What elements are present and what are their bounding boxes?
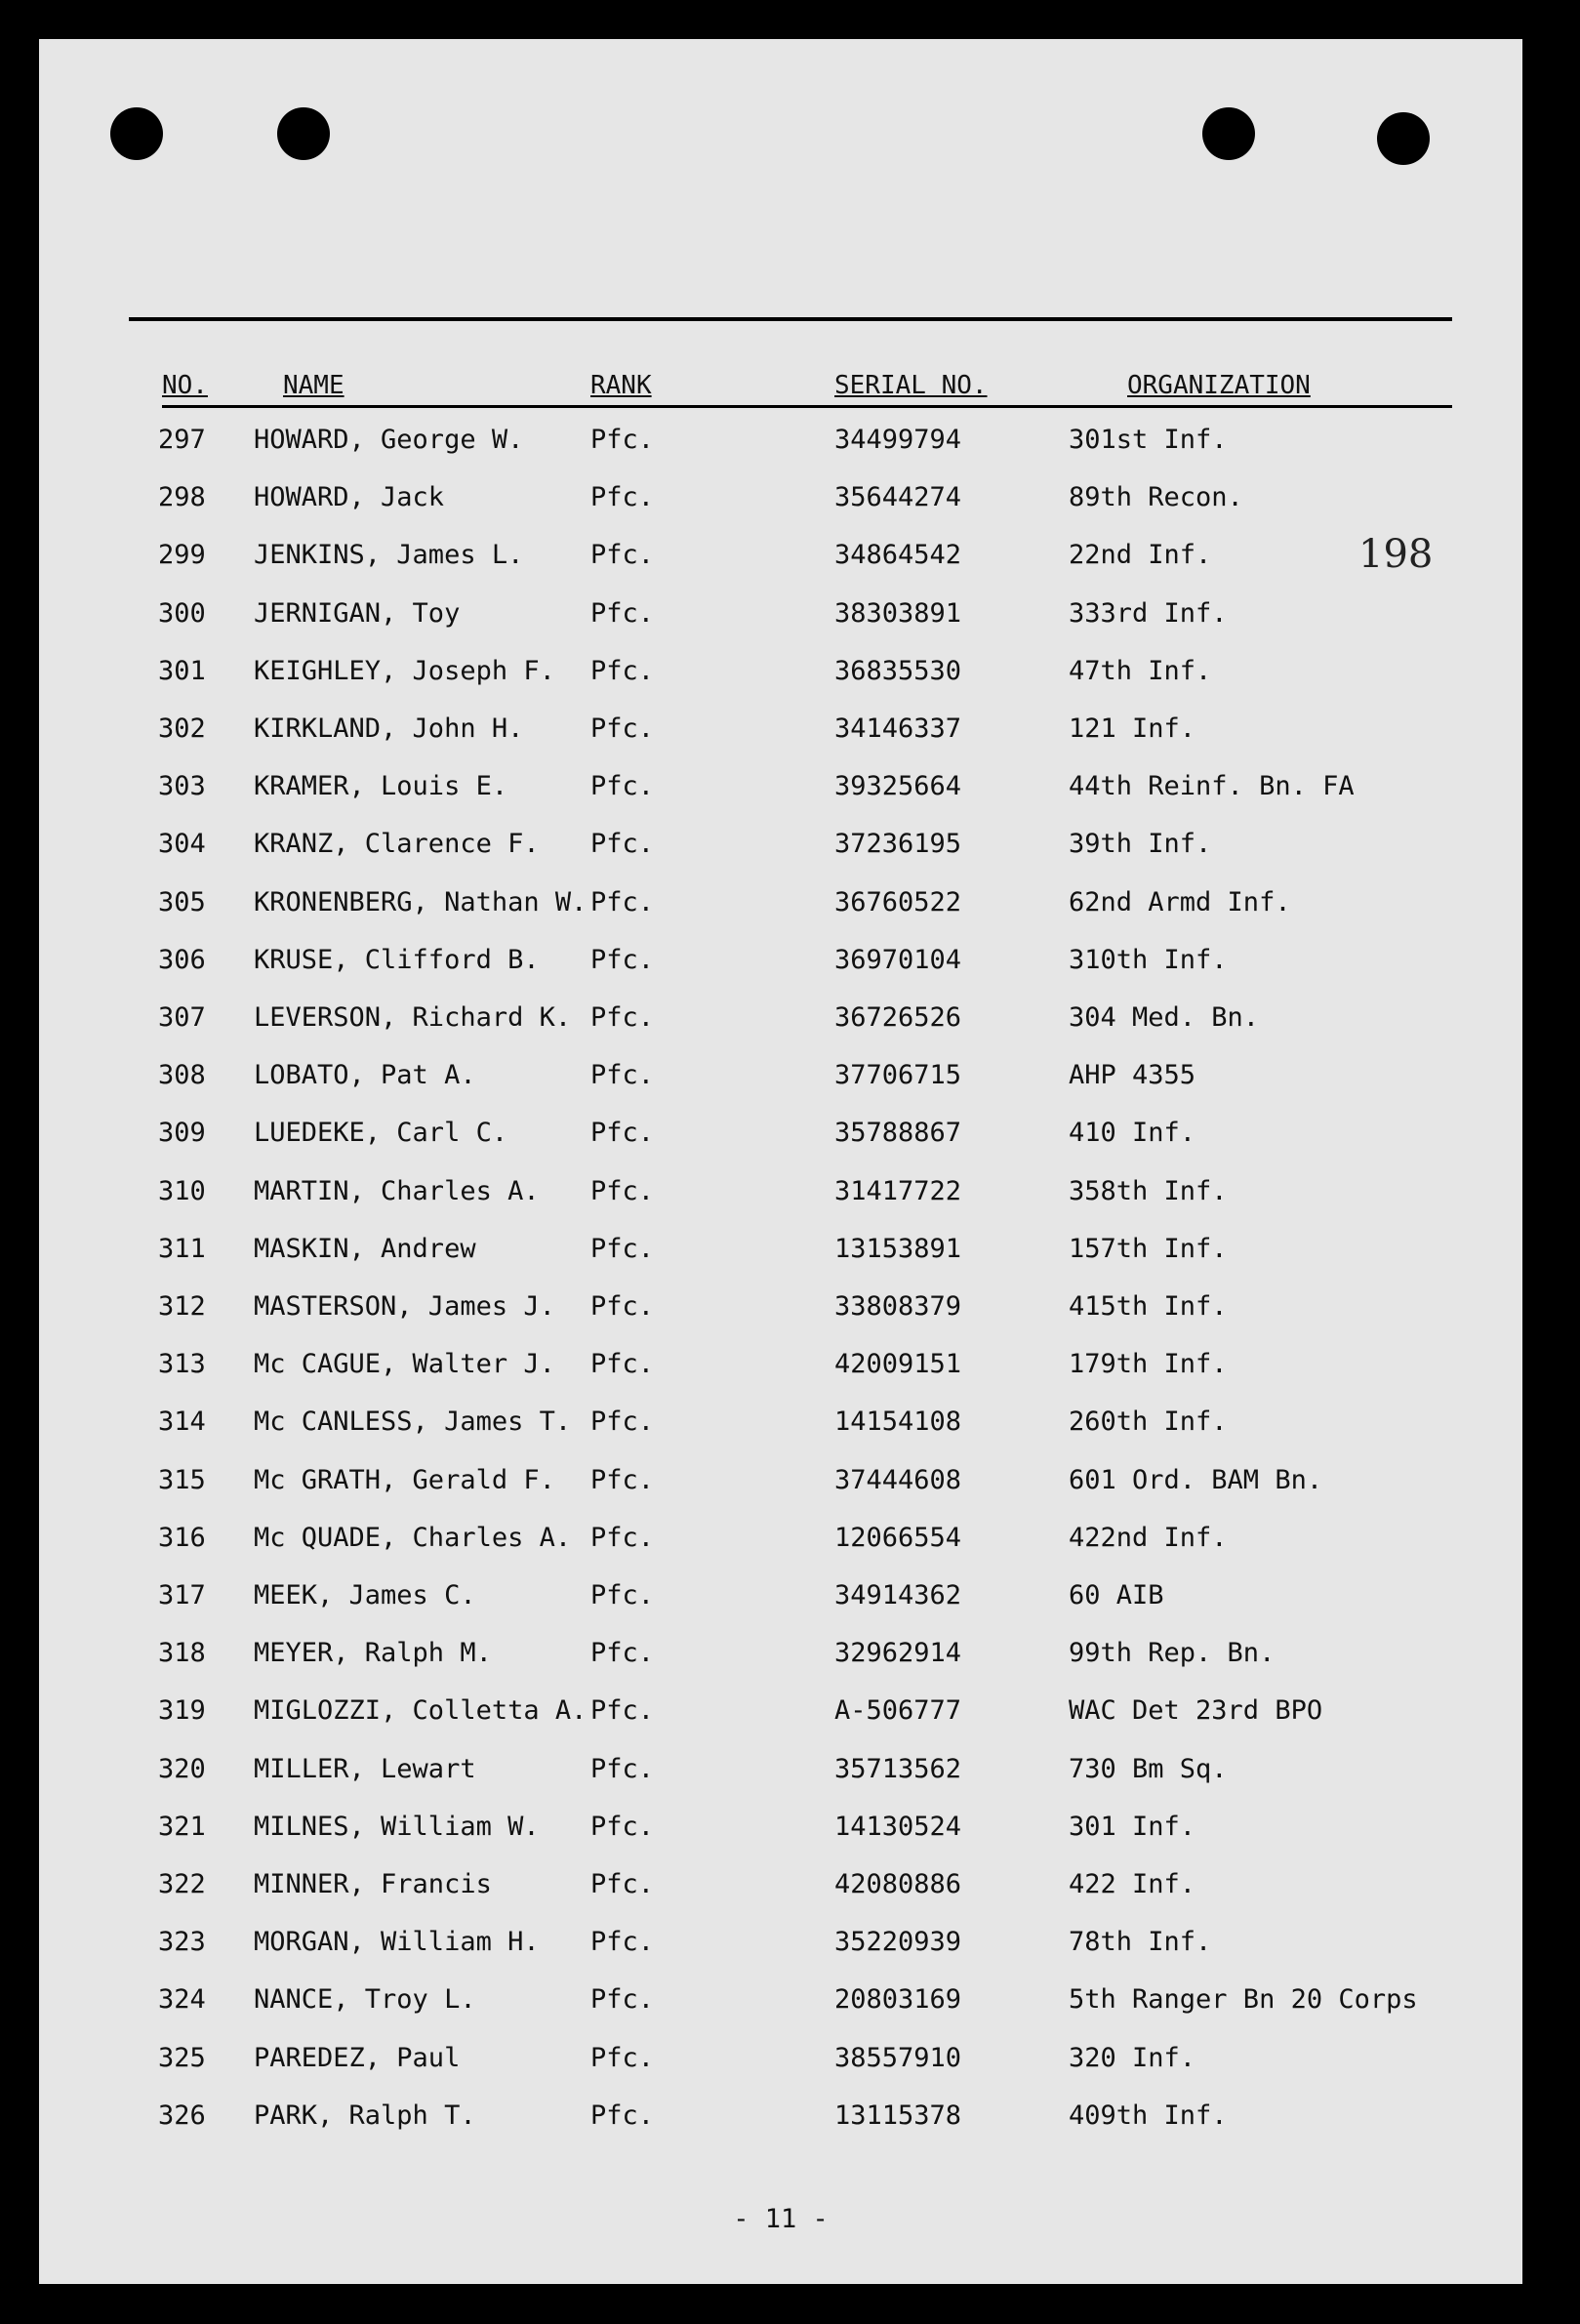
row-serial: 38303891	[834, 597, 962, 629]
row-serial: 34914362	[834, 1580, 962, 1610]
row-organization: 39th Inf.	[1069, 829, 1212, 860]
row-rank: Pfc.	[590, 1233, 655, 1264]
row-number: 307	[158, 1002, 206, 1033]
row-serial: 37444608	[834, 1464, 962, 1495]
row-name: KRONENBERG, Nathan W.	[254, 886, 587, 917]
row-serial: 37236195	[834, 829, 962, 860]
punch-hole	[1202, 107, 1255, 160]
row-organization: 415th Inf.	[1069, 1291, 1228, 1322]
row-organization: AHP 4355	[1069, 1060, 1196, 1091]
row-name: LEVERSON, Richard K.	[254, 1002, 572, 1033]
row-number: 299	[158, 540, 206, 571]
table-row	[39, 1927, 1522, 1966]
row-organization: 179th Inf.	[1069, 1349, 1228, 1380]
header-serial: SERIAL NO.	[834, 371, 988, 400]
row-serial: 35644274	[834, 482, 962, 513]
row-name: KRANZ, Clarence F.	[254, 829, 540, 860]
row-name: Mc QUADE, Charles A.	[254, 1522, 572, 1553]
row-number: 315	[158, 1464, 206, 1495]
row-serial: 39325664	[834, 771, 962, 802]
row-organization: 260th Inf.	[1069, 1407, 1228, 1438]
punch-hole	[110, 107, 163, 160]
row-serial: 32962914	[834, 1638, 962, 1669]
header-organization: ORGANIZATION	[1127, 371, 1311, 400]
row-rank: Pfc.	[590, 2100, 655, 2131]
row-serial: 14154108	[834, 1407, 962, 1438]
row-rank: Pfc.	[590, 1927, 655, 1958]
row-rank: Pfc.	[590, 1695, 655, 1727]
row-rank: Pfc.	[590, 1753, 655, 1784]
row-organization: 601 Ord. BAM Bn.	[1069, 1464, 1323, 1495]
table-row	[39, 1060, 1522, 1099]
row-organization: 78th Inf.	[1069, 1927, 1212, 1958]
table-row	[39, 1291, 1522, 1330]
row-organization: 99th Rep. Bn.	[1069, 1638, 1276, 1669]
row-rank: Pfc.	[590, 1869, 655, 1899]
row-organization: 304 Med. Bn.	[1069, 1002, 1260, 1033]
row-rank: Pfc.	[590, 1580, 655, 1610]
row-serial: 36760522	[834, 886, 962, 917]
table-row	[39, 1984, 1522, 2023]
row-organization: 422nd Inf.	[1069, 1522, 1228, 1553]
row-serial: 31417722	[834, 1175, 962, 1206]
row-name: MEYER, Ralph M.	[254, 1638, 492, 1669]
row-serial: 42009151	[834, 1349, 962, 1380]
row-number: 300	[158, 597, 206, 629]
row-number: 301	[158, 655, 206, 686]
table-header	[39, 371, 1522, 410]
header-rule	[162, 405, 1452, 408]
row-number: 318	[158, 1638, 206, 1669]
row-serial: 36835530	[834, 655, 962, 686]
row-organization: 301 Inf.	[1069, 1811, 1196, 1842]
punch-hole	[1377, 112, 1430, 165]
row-number: 311	[158, 1233, 206, 1264]
row-number: 297	[158, 425, 206, 455]
row-organization: 358th Inf.	[1069, 1175, 1228, 1206]
table-row	[39, 1176, 1522, 1215]
table-row	[39, 1812, 1522, 1851]
row-rank: Pfc.	[590, 540, 655, 571]
row-name: MILNES, William W.	[254, 1811, 540, 1842]
table-row	[39, 1869, 1522, 1908]
table-row	[39, 714, 1522, 753]
row-organization: 47th Inf.	[1069, 655, 1212, 686]
row-rank: Pfc.	[590, 771, 655, 802]
row-name: Mc GRATH, Gerald F.	[254, 1464, 555, 1495]
table-row	[39, 598, 1522, 637]
row-serial: 35788867	[834, 1118, 962, 1149]
table-row	[39, 1465, 1522, 1504]
header-rank: RANK	[590, 371, 652, 400]
row-number: 313	[158, 1349, 206, 1380]
row-rank: Pfc.	[590, 944, 655, 975]
row-number: 309	[158, 1118, 206, 1149]
row-organization: 60 AIB	[1069, 1580, 1164, 1610]
row-number: 317	[158, 1580, 206, 1610]
row-organization: 44th Reinf. Bn. FA	[1069, 771, 1355, 802]
row-serial: 38557910	[834, 2042, 962, 2073]
row-name: MARTIN, Charles A.	[254, 1175, 540, 1206]
row-organization: 121 Inf.	[1069, 714, 1196, 744]
row-rank: Pfc.	[590, 1984, 655, 2016]
row-name: LOBATO, Pat A.	[254, 1060, 476, 1091]
row-serial: A-506777	[834, 1695, 962, 1727]
row-name: MASTERSON, James J.	[254, 1291, 555, 1322]
row-organization: 62nd Armd Inf.	[1069, 886, 1291, 917]
row-number: 322	[158, 1869, 206, 1899]
row-rank: Pfc.	[590, 1638, 655, 1669]
row-name: MIGLOZZI, Colletta A.	[254, 1695, 587, 1727]
row-number: 321	[158, 1811, 206, 1842]
row-serial: 13115378	[834, 2100, 962, 2131]
row-name: KIRKLAND, John H.	[254, 714, 524, 744]
row-serial: 36726526	[834, 1002, 962, 1033]
row-organization: 422 Inf.	[1069, 1869, 1196, 1899]
document-page	[39, 39, 1522, 2284]
row-organization: 333rd Inf.	[1069, 597, 1228, 629]
row-number: 310	[158, 1175, 206, 1206]
header-name: NAME	[283, 371, 344, 400]
row-serial: 42080886	[834, 1869, 962, 1899]
row-rank: Pfc.	[590, 1811, 655, 1842]
row-name: PARK, Ralph T.	[254, 2100, 476, 2131]
table-row	[39, 482, 1522, 521]
row-number: 308	[158, 1060, 206, 1091]
table-row	[39, 2043, 1522, 2082]
row-rank: Pfc.	[590, 425, 655, 455]
row-name: HOWARD, Jack	[254, 482, 445, 513]
row-rank: Pfc.	[590, 1522, 655, 1553]
row-rank: Pfc.	[590, 1175, 655, 1206]
row-number: 302	[158, 714, 206, 744]
row-name: KRUSE, Clifford B.	[254, 944, 540, 975]
table-row	[39, 887, 1522, 926]
row-name: JERNIGAN, Toy	[254, 597, 461, 629]
row-organization: 320 Inf.	[1069, 2042, 1196, 2073]
table-row	[39, 1002, 1522, 1041]
row-number: 314	[158, 1407, 206, 1438]
page-number: - 11 -	[733, 2204, 829, 2234]
row-name: MORGAN, William H.	[254, 1927, 540, 1958]
row-serial: 37706715	[834, 1060, 962, 1091]
table-row	[39, 1638, 1522, 1677]
row-rank: Pfc.	[590, 1060, 655, 1091]
row-name: HOWARD, George W.	[254, 425, 524, 455]
row-name: Mc CAGUE, Walter J.	[254, 1349, 555, 1380]
row-organization: 301st Inf.	[1069, 425, 1228, 455]
row-organization: WAC Det 23rd BPO	[1069, 1695, 1323, 1727]
punch-hole	[277, 107, 330, 160]
row-organization: 5th Ranger Bn 20 Corps	[1069, 1984, 1418, 2016]
row-rank: Pfc.	[590, 2042, 655, 2073]
row-rank: Pfc.	[590, 1349, 655, 1380]
row-number: 298	[158, 482, 206, 513]
row-organization: 730 Bm Sq.	[1069, 1753, 1228, 1784]
row-number: 320	[158, 1753, 206, 1784]
table-row	[39, 945, 1522, 984]
row-organization: 157th Inf.	[1069, 1233, 1228, 1264]
row-serial: 13153891	[834, 1233, 962, 1264]
row-rank: Pfc.	[590, 1407, 655, 1438]
table-row	[39, 1695, 1522, 1734]
row-name: MINNER, Francis	[254, 1869, 492, 1899]
row-name: MILLER, Lewart	[254, 1753, 476, 1784]
row-serial: 36970104	[834, 944, 962, 975]
row-number: 316	[158, 1522, 206, 1553]
row-number: 303	[158, 771, 206, 802]
stamped-number: 198	[1358, 532, 1434, 577]
table-row	[39, 771, 1522, 810]
row-organization: 409th Inf.	[1069, 2100, 1228, 2131]
row-name: NANCE, Troy L.	[254, 1984, 476, 2016]
row-organization: 22nd Inf.	[1069, 540, 1212, 571]
row-name: JENKINS, James L.	[254, 540, 524, 571]
row-serial: 14130524	[834, 1811, 962, 1842]
row-serial: 20803169	[834, 1984, 962, 2016]
row-name: PAREDEZ, Paul	[254, 2042, 461, 2073]
row-number: 325	[158, 2042, 206, 2073]
row-rank: Pfc.	[590, 482, 655, 513]
table-row	[39, 1754, 1522, 1793]
table-row	[39, 656, 1522, 695]
row-rank: Pfc.	[590, 1002, 655, 1033]
row-rank: Pfc.	[590, 1118, 655, 1149]
table-row	[39, 1349, 1522, 1388]
row-rank: Pfc.	[590, 1291, 655, 1322]
row-name: LUEDEKE, Carl C.	[254, 1118, 508, 1149]
row-organization: 310th Inf.	[1069, 944, 1228, 975]
row-number: 305	[158, 886, 206, 917]
table-row	[39, 829, 1522, 868]
row-name: KRAMER, Louis E.	[254, 771, 508, 802]
row-name: KEIGHLEY, Joseph F.	[254, 655, 555, 686]
row-number: 319	[158, 1695, 206, 1727]
row-rank: Pfc.	[590, 655, 655, 686]
row-rank: Pfc.	[590, 886, 655, 917]
row-number: 324	[158, 1984, 206, 2016]
row-number: 304	[158, 829, 206, 860]
table-row	[39, 1118, 1522, 1157]
table-row	[39, 2100, 1522, 2140]
row-organization: 410 Inf.	[1069, 1118, 1196, 1149]
row-serial: 34864542	[834, 540, 962, 571]
table-row	[39, 1407, 1522, 1446]
row-serial: 12066554	[834, 1522, 962, 1553]
row-serial: 34499794	[834, 425, 962, 455]
row-rank: Pfc.	[590, 597, 655, 629]
row-organization: 89th Recon.	[1069, 482, 1243, 513]
row-number: 312	[158, 1291, 206, 1322]
table-row	[39, 540, 1522, 579]
row-name: MEEK, James C.	[254, 1580, 476, 1610]
row-rank: Pfc.	[590, 714, 655, 744]
header-no: NO.	[162, 371, 208, 400]
table-row	[39, 1523, 1522, 1562]
table-row	[39, 1234, 1522, 1273]
row-name: MASKIN, Andrew	[254, 1233, 476, 1264]
row-number: 323	[158, 1927, 206, 1958]
row-serial: 35220939	[834, 1927, 962, 1958]
row-serial: 34146337	[834, 714, 962, 744]
top-rule	[129, 317, 1452, 321]
row-serial: 33808379	[834, 1291, 962, 1322]
table-row	[39, 1580, 1522, 1619]
row-serial: 35713562	[834, 1753, 962, 1784]
row-name: Mc CANLESS, James T.	[254, 1407, 572, 1438]
table-row	[39, 425, 1522, 464]
row-rank: Pfc.	[590, 1464, 655, 1495]
row-number: 326	[158, 2100, 206, 2131]
row-rank: Pfc.	[590, 829, 655, 860]
row-number: 306	[158, 944, 206, 975]
